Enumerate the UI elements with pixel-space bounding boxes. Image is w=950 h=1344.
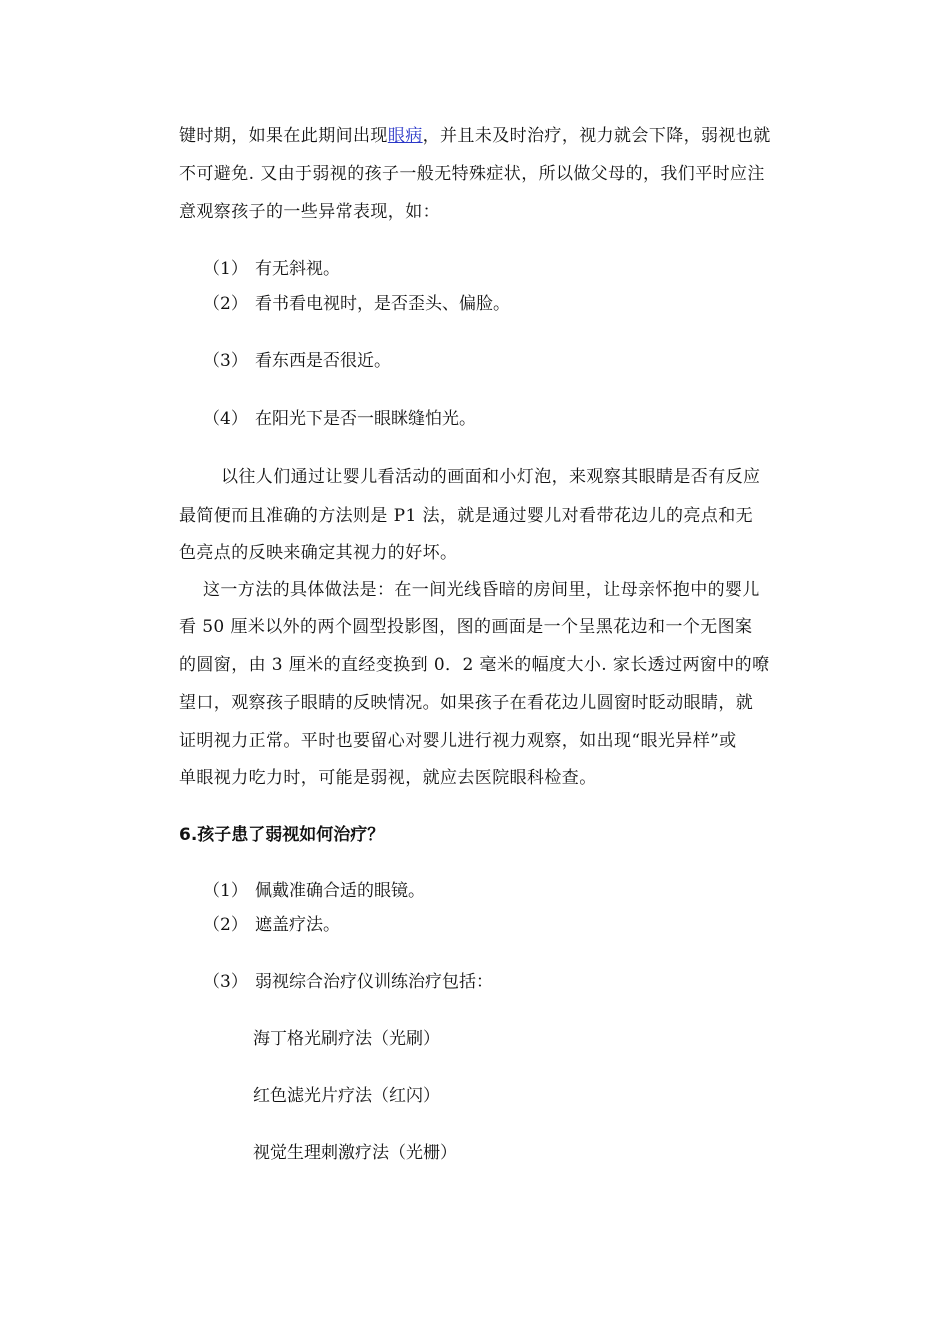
eye-disease-link[interactable]: 眼病 xyxy=(387,126,423,146)
list-text: 在阳光下是否一眼眯缝怕光。 xyxy=(255,409,476,429)
list-number: （4） xyxy=(203,409,248,429)
list-number: （2） xyxy=(203,915,248,935)
section-heading: 6.孩子患了弱视如何治疗？ xyxy=(179,825,385,845)
list-number: （1） xyxy=(203,259,248,279)
list-number: （2） xyxy=(203,294,248,314)
list-item xyxy=(203,258,340,280)
paragraph-line: 最简便而且准确的方法则是 P1 法，就是通过婴儿对看带花边儿的亮点和无 xyxy=(179,506,754,526)
paragraph-line: 望口，观察孩子眼睛的反映情况。如果孩子在看花边儿圆窗时眨动眼睛，就 xyxy=(179,693,754,713)
list-item xyxy=(203,350,391,372)
paragraph-line: 色亮点的反映来确定其视力的好坏。 xyxy=(179,543,458,563)
list-number: （3） xyxy=(203,351,248,371)
list-text: 有无斜视。 xyxy=(255,259,340,279)
list-text: 遮盖疗法。 xyxy=(255,915,340,935)
paragraph-line xyxy=(179,125,771,147)
paragraph-line: 不可避免. 又由于弱视的孩子一般无特殊症状，所以做父母的，我们平时应注 xyxy=(179,164,765,184)
list-text: 看书看电视时，是否歪头、偏脸。 xyxy=(255,294,510,314)
paragraph-line: 证明视力正常。平时也要留心对婴儿进行视力观察，如出现“眼光异样”或 xyxy=(179,731,737,751)
paragraph-line: 的圆窗，由 3 厘米的直经变换到 0．2 毫米的幅度大小. 家长透过两窗中的嘹 xyxy=(179,655,770,675)
list-text: 弱视综合治疗仪训练治疗包括： xyxy=(255,972,493,992)
sub-list-item: 视觉生理刺激疗法（光栅） xyxy=(253,1143,457,1163)
sub-list-item: 红色滤光片疗法（红闪） xyxy=(253,1086,440,1106)
paragraph-line: 以往人们通过让婴儿看活动的画面和小灯泡，来观察其眼睛是否有反应 xyxy=(221,467,761,487)
list-item xyxy=(203,914,340,936)
paragraph-line: 这一方法的具体做法是：在一间光线昏暗的房间里，让母亲怀抱中的婴儿 xyxy=(203,580,760,600)
paragraph-line: 单眼视力吃力时，可能是弱视，就应去医院眼科检查。 xyxy=(179,768,597,788)
list-item xyxy=(203,880,425,902)
list-item xyxy=(203,293,510,315)
list-text: 佩戴准确合适的眼镜。 xyxy=(255,881,425,901)
list-text: 看东西是否很近。 xyxy=(255,351,391,371)
paragraph-line: 看 50 厘米以外的两个圆型投影图，图的画面是一个呈黑花边和一个无图案 xyxy=(179,617,753,637)
text-span: 键时期，如果在此期间出现 xyxy=(179,126,388,146)
list-item xyxy=(203,971,493,993)
text-span: ，并且未及时治疗，视力就会下降，弱视也就 xyxy=(422,126,771,146)
list-item xyxy=(203,408,476,430)
sub-list-item: 海丁格光刷疗法（光刷） xyxy=(253,1029,440,1049)
paragraph-line: 意观察孩子的一些异常表现，如： xyxy=(179,202,440,222)
list-number: （3） xyxy=(203,972,248,992)
list-number: （1） xyxy=(203,881,248,901)
